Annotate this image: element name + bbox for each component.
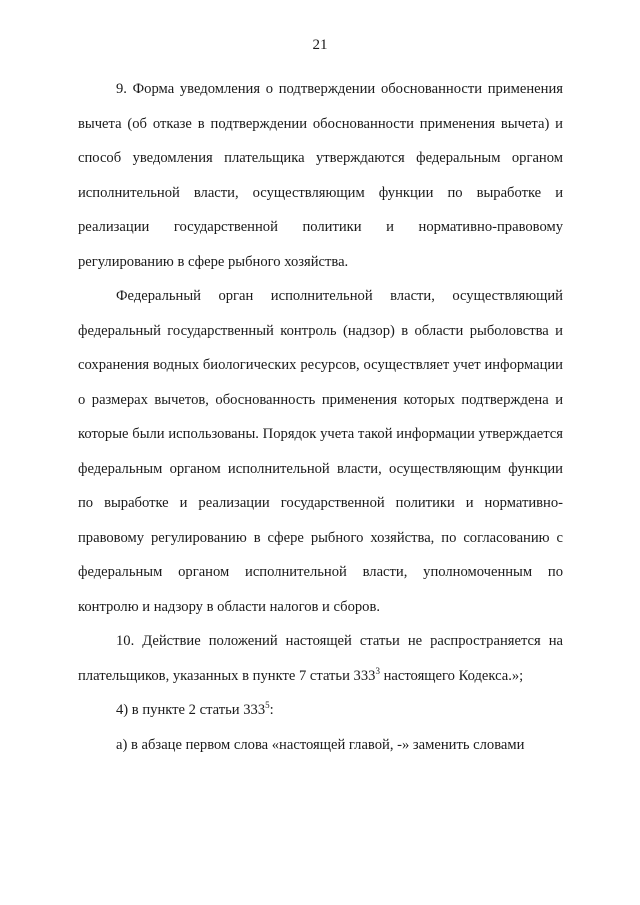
paragraph-10-superscript: 3: [375, 665, 380, 676]
paragraph-item-4-superscript: 5: [265, 700, 270, 710]
paragraph-item-a: а) в абзаце первом слова «настоящей главой, -» заменить словами: [116, 736, 525, 753]
page-number: 21: [312, 37, 328, 53]
paragraph-federal-organ: Федеральный орган исполнительной власти, осуществляющий федеральный государственный контроль (надзор) в области рыболовства и сохранения водных биологических ресурсов, осуществляет учет информации о размерах вычетов, обоснованность применения которых подтверждена и которые были использованы. Порядок учета такой информации утверждается федеральным органом исполнительной власти, осуществляющим функции по выработке и реализации государственной политики и нормативно-правовому регулированию в сфере рыбного хозяйства, по согласованию с федеральным органом исполнительной власти, уполномоченным по контролю и надзору в области налогов и сборов.: [78, 288, 563, 615]
paragraph-item-4-text: 4) в пункте 2 статьи 333: [116, 702, 266, 718]
paragraph-10: [78, 624, 563, 693]
paragraph-9: 9. Форма уведомления о подтверждении обоснованности применения вычета (об отказе в подтверждении обоснованности применения вычета) и способ уведомления плательщика утверждаются федеральным органом исполнительной власти, осуществляющим функции по выработке и реализации государственной политики и нормативно-правовому регулированию в сфере рыбного хозяйства.: [78, 81, 563, 270]
paragraph-item-4-tail: :: [269, 702, 274, 718]
document-body: [78, 72, 563, 762]
paragraph-10-text: 10. Действие положений настоящей статьи не распространяется на плательщиков, указанных в пункте 7 статьи 333: [78, 633, 563, 684]
paragraph-10-tail: настоящего Кодекса.»;: [379, 667, 524, 684]
paragraph-item-4: [78, 693, 563, 728]
